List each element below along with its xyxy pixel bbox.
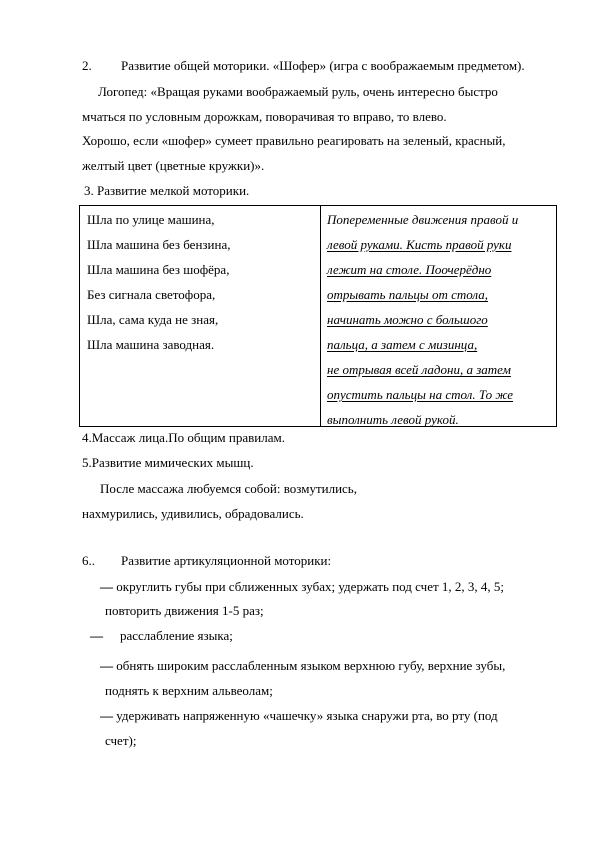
- section2-number: 2.: [82, 58, 92, 73]
- section2-line-1: Логопед: «Вращая руками воображаемый руль, очень интересно быстро: [98, 84, 498, 99]
- section6-number: 6..: [82, 553, 95, 568]
- dash-bullet: —: [100, 579, 113, 594]
- dash-bullet: —: [100, 658, 113, 673]
- instruction-line: выполнить левой рукой.: [327, 412, 459, 427]
- list-item-continuation: повторить движения 1-5 раз;: [105, 603, 264, 618]
- list-item: [100, 579, 504, 595]
- instruction-line: опустить пальцы на стол. То же: [327, 387, 514, 402]
- section5-line-1: После массажа любуемся собой: возмутились,: [100, 481, 357, 496]
- list-item: [100, 708, 498, 724]
- poem-line: Шла по улице машина,: [87, 212, 215, 227]
- list-item: [90, 628, 233, 644]
- instruction-line: лежит на столе. Поочерёдно: [327, 262, 492, 277]
- dash-bullet: —: [90, 628, 103, 643]
- instructions-column: [321, 206, 556, 426]
- section2-line-2: мчаться по условным дорожкам, поворачивая то вправо, то влево.: [82, 109, 447, 124]
- list-item-text: обнять широким расслабленным языком верхнюю губу, верхние зубы,: [116, 658, 506, 673]
- poem-line: Без сигнала светофора,: [87, 287, 216, 302]
- section5-line-2: нахмурились, удивились, обрадовались.: [82, 506, 304, 521]
- instruction-line: не отрывая всей ладони, а затем: [327, 362, 511, 377]
- instruction-line: пальца, а затем с мизинца,: [327, 337, 478, 352]
- list-item-text: удерживать напряженную «чашечку» языка снаружи рта, во рту (под: [116, 708, 498, 723]
- poem-line: Шла машина заводная.: [87, 337, 215, 352]
- section2-line-3: Хорошо, если «шофер» сумеет правильно реагировать на зеленый, красный,: [82, 133, 506, 148]
- section2-heading: [82, 58, 525, 74]
- section6-title: Развитие артикуляционной моторики:: [121, 553, 332, 568]
- poem-line: Шла машина без бензина,: [87, 237, 231, 252]
- list-item-continuation: счет);: [105, 733, 137, 748]
- list-item-text: округлить губы при сближенных зубах; удержать под счет 1, 2, 3, 4, 5;: [116, 579, 505, 594]
- instruction-line: отрывать пальцы от стола,: [327, 287, 488, 302]
- poem-column: [80, 206, 320, 426]
- section4-heading: 4.Массаж лица.По общим правилам.: [82, 430, 285, 445]
- list-item-continuation: поднять к верхним альвеолам;: [105, 683, 273, 698]
- list-item: [100, 658, 505, 674]
- list-item-text: расслабление языка;: [120, 628, 233, 643]
- section5-heading: 5.Развитие мимических мышц.: [82, 455, 254, 470]
- dash-bullet: —: [100, 708, 113, 723]
- instruction-line: левой руками. Кисть правой руки: [327, 237, 512, 252]
- section2-title: Развитие общей моторики. «Шофер» (игра с воображаемым предметом).: [121, 58, 525, 73]
- poem-line: Шла, сама куда не зная,: [87, 312, 219, 327]
- section2-line-4: желтый цвет (цветные кружки)».: [82, 158, 265, 173]
- poem-table: [79, 205, 557, 427]
- instruction-line: начинать можно с большого: [327, 312, 488, 327]
- instruction-line: Попеременные движения правой и: [327, 212, 519, 227]
- section3-heading: 3. Развитие мелкой моторики.: [84, 183, 250, 198]
- section6-heading: [82, 553, 331, 569]
- poem-line: Шла машина без шофёра,: [87, 262, 230, 277]
